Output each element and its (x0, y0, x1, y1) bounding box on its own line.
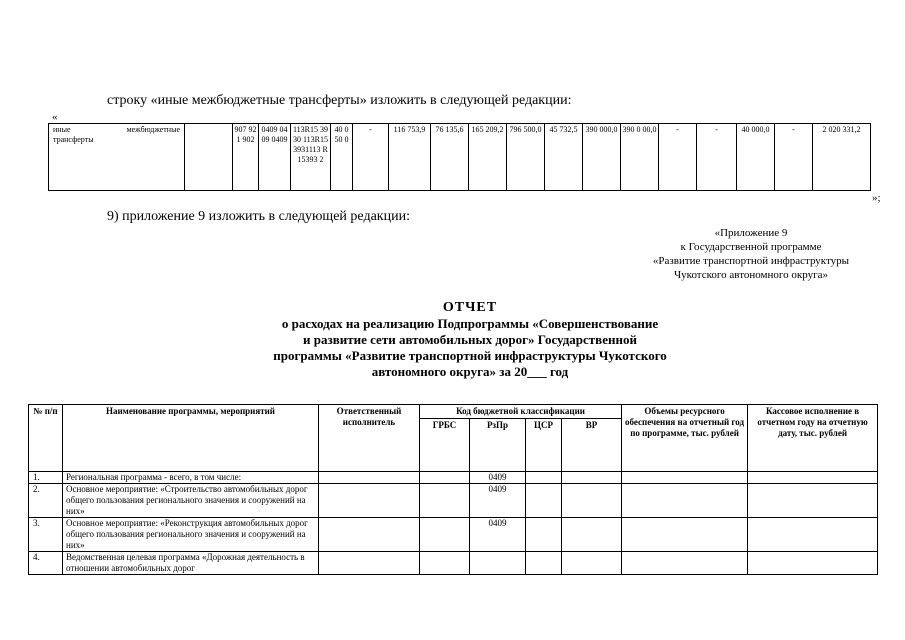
row-cash (748, 552, 878, 575)
report-title (210, 300, 730, 380)
transfers-cell: 2 020 331,2 (813, 124, 871, 191)
transfers-cell: 116 753,9 (389, 124, 431, 191)
row-grbs (420, 472, 470, 484)
row-rzpr: 0409 (470, 484, 526, 518)
header-num: № п/п (29, 405, 63, 472)
table-row (29, 472, 878, 484)
row-cash (748, 472, 878, 484)
transfers-cell: 113R15 3930 113R15 3931113 R15393 2 (291, 124, 331, 191)
row-num: 2. (29, 484, 63, 518)
transfers-cell: 796 500,0 (507, 124, 545, 191)
transfers-cell: - (353, 124, 389, 191)
row-vr (562, 484, 622, 518)
transfers-name-cell (49, 124, 185, 191)
appendix-line: «Развитие транспортной инфраструктуры (652, 255, 850, 267)
appendix-line: к Государственной программе (680, 241, 822, 253)
report-title-line: программы «Развитие транспортной инфраструктуры Чукотского (273, 348, 667, 363)
row-executor (319, 472, 420, 484)
row-name: Ведомственная целевая программа «Дорожная деятельность в отношении автомобильных дорог (63, 552, 319, 575)
table-row (29, 484, 878, 518)
row-volume (622, 518, 748, 552)
row-csr (526, 518, 562, 552)
row-csr (526, 484, 562, 518)
row-num: 3. (29, 518, 63, 552)
header-vr: ВР (562, 419, 622, 472)
transfers-cell: 76 135,6 (431, 124, 469, 191)
appendix-line: «Приложение 9 (714, 227, 788, 239)
row-name: Региональная программа - всего, в том числе: (63, 472, 319, 484)
header-cash: Кассовое исполнение в отчетном году на отчетную дату, тыс. рублей (748, 405, 878, 472)
row-volume (622, 484, 748, 518)
row-cash (748, 518, 878, 552)
transfers-cell: 390 000,0 (583, 124, 621, 191)
transfers-cell: 40 0 50 0 (331, 124, 353, 191)
header-executor: Ответственный исполнитель (319, 405, 420, 472)
row-vr (562, 518, 622, 552)
transfers-name-last: трансферты (53, 135, 94, 144)
row-executor (319, 552, 420, 575)
table-row (29, 518, 878, 552)
transfers-cell: 907 921 902 (233, 124, 259, 191)
header-csr: ЦСР (526, 419, 562, 472)
transfers-cell (185, 124, 233, 191)
header-rzpr: РзПр (470, 419, 526, 472)
row-name: Основное мероприятие: «Реконструкция автомобильных дорог общего пользования регионального значения и сооружений на них» (63, 518, 319, 552)
transfers-table (48, 123, 871, 191)
intro-line: строку «иные межбюджетные трансферты» изложить в следующей редакции: (107, 93, 572, 108)
transfers-cell: 40 000,0 (737, 124, 775, 191)
report-title-line: и развитие сети автомобильных дорог» Государственной (303, 332, 637, 347)
quote-close: »; (872, 192, 881, 204)
transfers-name-first: иные межбюджетные (53, 125, 180, 134)
header-code-group: Код бюджетной классификации (420, 405, 622, 419)
transfers-cell: - (775, 124, 813, 191)
header-volume: Объемы ресурсного обеспечения на отчетный год по программе, тыс. рублей (622, 405, 748, 472)
header-grbs: ГРБС (420, 419, 470, 472)
transfers-cell: 0409 0409 0409 (259, 124, 291, 191)
appendix-heading (620, 226, 882, 282)
row-grbs (420, 552, 470, 575)
report-header-row (29, 405, 878, 419)
row-rzpr: 0409 (470, 472, 526, 484)
transfers-cell: - (697, 124, 737, 191)
row-num: 1. (29, 472, 63, 484)
table-row (29, 552, 878, 575)
row-num: 4. (29, 552, 63, 575)
row-volume (622, 552, 748, 575)
header-name: Наименование программы, мероприятий (63, 405, 319, 472)
row-volume (622, 472, 748, 484)
quote-open: « (52, 111, 58, 123)
row-vr (562, 472, 622, 484)
row-grbs (420, 484, 470, 518)
transfers-row (49, 124, 871, 191)
row-rzpr: 0409 (470, 518, 526, 552)
row-csr (526, 552, 562, 575)
report-title-head: ОТЧЕТ (442, 300, 498, 315)
transfers-cell: 390 0 00,0 (621, 124, 659, 191)
row-cash (748, 484, 878, 518)
row-rzpr (470, 552, 526, 575)
item9-line: 9) приложение 9 изложить в следующей редакции: (107, 209, 410, 224)
report-title-line: о расходах на реализацию Подпрограммы «Совершенствование (281, 316, 659, 331)
row-executor (319, 518, 420, 552)
row-grbs (420, 518, 470, 552)
report-table (28, 404, 878, 575)
row-vr (562, 552, 622, 575)
appendix-line: Чукотского автономного округа» (674, 269, 828, 281)
transfers-cell: - (659, 124, 697, 191)
report-title-line: автономного округа» за 20___ год (371, 364, 569, 379)
transfers-cell: 165 209,2 (469, 124, 507, 191)
row-executor (319, 484, 420, 518)
row-csr (526, 472, 562, 484)
transfers-cell: 45 732,5 (545, 124, 583, 191)
row-name: Основное мероприятие: «Строительство автомобильных дорог общего пользования регионального значения и сооружений на них» (63, 484, 319, 518)
